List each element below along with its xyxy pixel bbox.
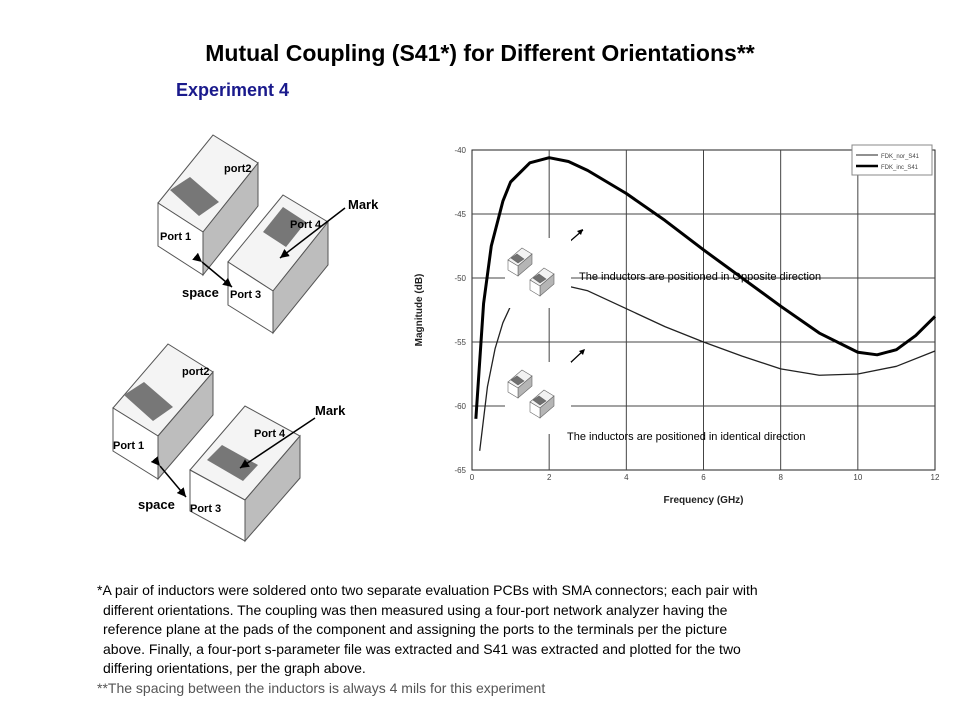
label-port3-top: Port 3: [230, 289, 262, 301]
x-axis-title: Frequency (GHz): [663, 495, 744, 506]
y-tick-label: -60: [454, 402, 466, 411]
legend-label: FDK_nor_S41: [881, 154, 920, 160]
page-title: Mutual Coupling (S41*) for Different Orientations**: [205, 40, 755, 66]
note-line: different orientations. The coupling was then measured using a four-port network analyzer having the: [103, 601, 728, 618]
x-tick-label: 4: [624, 473, 629, 482]
experiment-notes: [97, 581, 867, 679]
y-tick-label: -50: [454, 274, 466, 283]
note-line: *A pair of inductors were soldered onto two separate evaluation PCBs with SMA connectors; each pair with: [97, 582, 758, 598]
label-port2-bottom: port2: [182, 366, 210, 378]
y-tick-label: -40: [454, 146, 466, 155]
label-space-bottom: space: [138, 497, 175, 512]
label-mark-top: Mark: [348, 197, 379, 212]
label-space-top: space: [182, 285, 219, 300]
note-line: reference plane at the pads of the component and assigning the ports to the terminals per the picture: [103, 621, 728, 637]
experiment-subtitle: Experiment 4: [176, 80, 290, 100]
legend-label: FDK_inc_S41: [881, 165, 919, 171]
y-tick-label: -55: [454, 338, 466, 347]
annotation-opposite: The inductors are positioned in Opposite direction: [579, 271, 822, 283]
y-axis-title: Magnitude (dB): [414, 273, 425, 347]
y-tick-label: -65: [454, 466, 466, 475]
annotation-identical: The inductors are positioned in identical direction: [567, 431, 806, 443]
x-tick-label: 10: [853, 473, 863, 482]
label-port4-bottom: Port 4: [254, 428, 286, 440]
note-line: differing orientations, per the graph above.: [103, 660, 366, 676]
label-mark-bottom: Mark: [315, 403, 346, 418]
note-line: above. Finally, a four-port s-parameter file was extracted and S41 was extracted and plotted for the two: [103, 640, 741, 657]
label-port1-bottom: Port 1: [113, 440, 145, 452]
x-tick-label: 2: [546, 473, 552, 482]
x-tick-label: 8: [778, 473, 783, 482]
x-tick-label: 6: [701, 473, 706, 482]
y-tick-label: -45: [454, 210, 466, 219]
spacing-footnote: **The spacing between the inductors is always 4 mils for this experiment: [97, 680, 546, 696]
label-port2-top: port2: [224, 163, 252, 175]
x-tick-label: 12: [930, 473, 940, 482]
label-port3-bottom: Port 3: [190, 503, 222, 515]
x-tick-label: 0: [469, 473, 475, 482]
label-port4-top: Port 4: [290, 219, 322, 231]
label-port1-top: Port 1: [160, 231, 192, 243]
